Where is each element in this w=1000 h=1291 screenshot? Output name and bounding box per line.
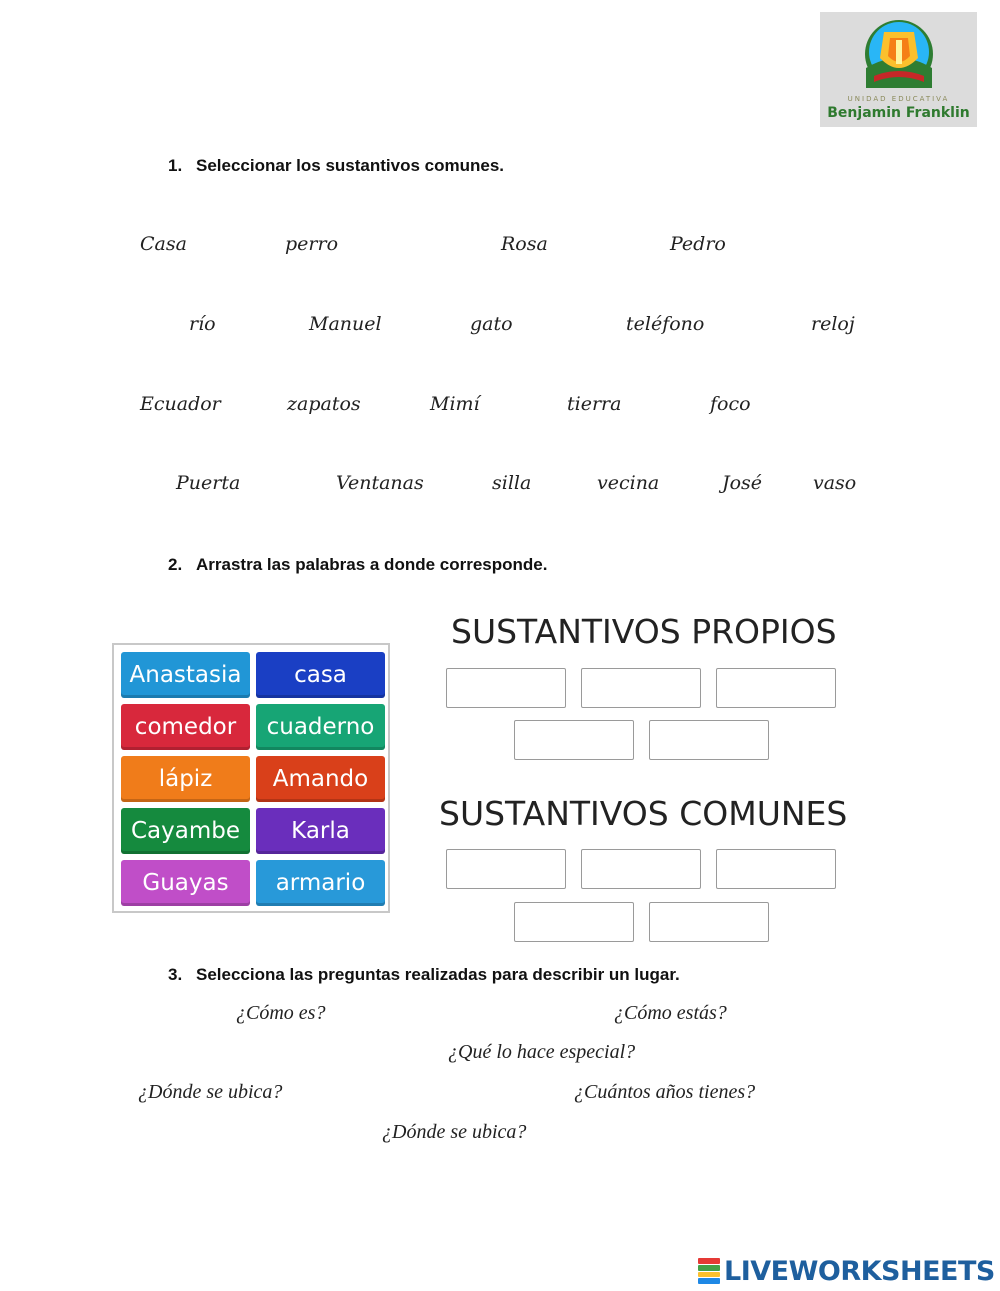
- word-option[interactable]: vaso: [813, 472, 857, 494]
- draggable-word-tile[interactable]: armario: [256, 860, 385, 906]
- draggable-word-tile[interactable]: Cayambe: [121, 808, 250, 854]
- proper-noun-drop-slot[interactable]: [446, 668, 566, 708]
- word-option[interactable]: Ventanas: [336, 472, 424, 494]
- liveworksheets-brand: [698, 1256, 995, 1286]
- word-option[interactable]: Puerta: [176, 472, 241, 494]
- liveworksheets-icon: [698, 1258, 720, 1284]
- proper-noun-drop-slot[interactable]: [649, 720, 769, 760]
- proper-noun-drop-slot[interactable]: [581, 668, 701, 708]
- word-option[interactable]: río: [189, 313, 216, 335]
- word-option[interactable]: Ecuador: [140, 393, 221, 415]
- word-option[interactable]: gato: [470, 313, 513, 335]
- school-logo: [820, 12, 977, 127]
- draggable-word-tile[interactable]: Guayas: [121, 860, 250, 906]
- common-noun-drop-slot[interactable]: [514, 902, 634, 942]
- word-option[interactable]: reloj: [811, 313, 855, 335]
- question-option[interactable]: ¿Cuántos años tienes?: [574, 1081, 756, 1103]
- word-tile-bank: [112, 643, 390, 913]
- word-option[interactable]: zapatos: [287, 393, 361, 415]
- word-option[interactable]: perro: [285, 233, 339, 255]
- draggable-word-tile[interactable]: cuaderno: [256, 704, 385, 750]
- common-noun-drop-slot[interactable]: [716, 849, 836, 889]
- question-option[interactable]: ¿Dónde se ubica?: [138, 1081, 283, 1103]
- section-2-heading: [168, 555, 547, 575]
- brand-name: LIVEWORKSHEETS: [724, 1255, 995, 1287]
- draggable-word-tile[interactable]: Karla: [256, 808, 385, 854]
- word-option[interactable]: teléfono: [626, 313, 705, 335]
- proper-noun-drop-slot[interactable]: [716, 668, 836, 708]
- school-subtitle: UNIDAD EDUCATIVA: [847, 95, 950, 103]
- question-option[interactable]: ¿Cómo es?: [236, 1002, 326, 1024]
- word-option[interactable]: foco: [710, 393, 751, 415]
- draggable-word-tile[interactable]: Amando: [256, 756, 385, 802]
- word-option[interactable]: Manuel: [309, 313, 382, 335]
- section-3-title: Selecciona las preguntas realizadas para describir un lugar.: [196, 965, 680, 984]
- draggable-word-tile[interactable]: casa: [256, 652, 385, 698]
- common-noun-drop-slot[interactable]: [446, 849, 566, 889]
- section-1-heading: [168, 156, 504, 176]
- word-option[interactable]: José: [722, 472, 763, 494]
- proper-noun-drop-slot[interactable]: [514, 720, 634, 760]
- word-option[interactable]: silla: [492, 472, 532, 494]
- word-option[interactable]: Rosa: [501, 233, 548, 255]
- section-1-number: 1.: [168, 156, 183, 175]
- draggable-word-tile[interactable]: lápiz: [121, 756, 250, 802]
- common-noun-drop-slot[interactable]: [649, 902, 769, 942]
- section-3-heading: [168, 965, 680, 985]
- draggable-word-tile[interactable]: Anastasia: [121, 652, 250, 698]
- common-noun-drop-slot[interactable]: [581, 849, 701, 889]
- draggable-word-tile[interactable]: comedor: [121, 704, 250, 750]
- word-option[interactable]: vecina: [597, 472, 660, 494]
- proper-nouns-zone-title: SUSTANTIVOS PROPIOS: [451, 612, 837, 651]
- common-nouns-zone-title: SUSTANTIVOS COMUNES: [439, 794, 848, 833]
- question-option[interactable]: ¿Qué lo hace especial?: [448, 1041, 636, 1063]
- section-3-number: 3.: [168, 965, 183, 984]
- section-1-title: Seleccionar los sustantivos comunes.: [196, 156, 505, 175]
- question-option[interactable]: ¿Dónde se ubica?: [382, 1121, 527, 1143]
- section-2-number: 2.: [168, 555, 183, 574]
- question-option[interactable]: ¿Cómo estás?: [614, 1002, 727, 1024]
- word-option[interactable]: Mimí: [430, 393, 480, 415]
- word-option[interactable]: tierra: [567, 393, 622, 415]
- section-2-title: Arrastra las palabras a donde corresponde.: [196, 555, 548, 574]
- school-crest-icon: [860, 18, 938, 94]
- school-name: Benjamin Franklin: [827, 105, 970, 121]
- word-option[interactable]: Pedro: [670, 233, 726, 255]
- word-option[interactable]: Casa: [140, 233, 187, 255]
